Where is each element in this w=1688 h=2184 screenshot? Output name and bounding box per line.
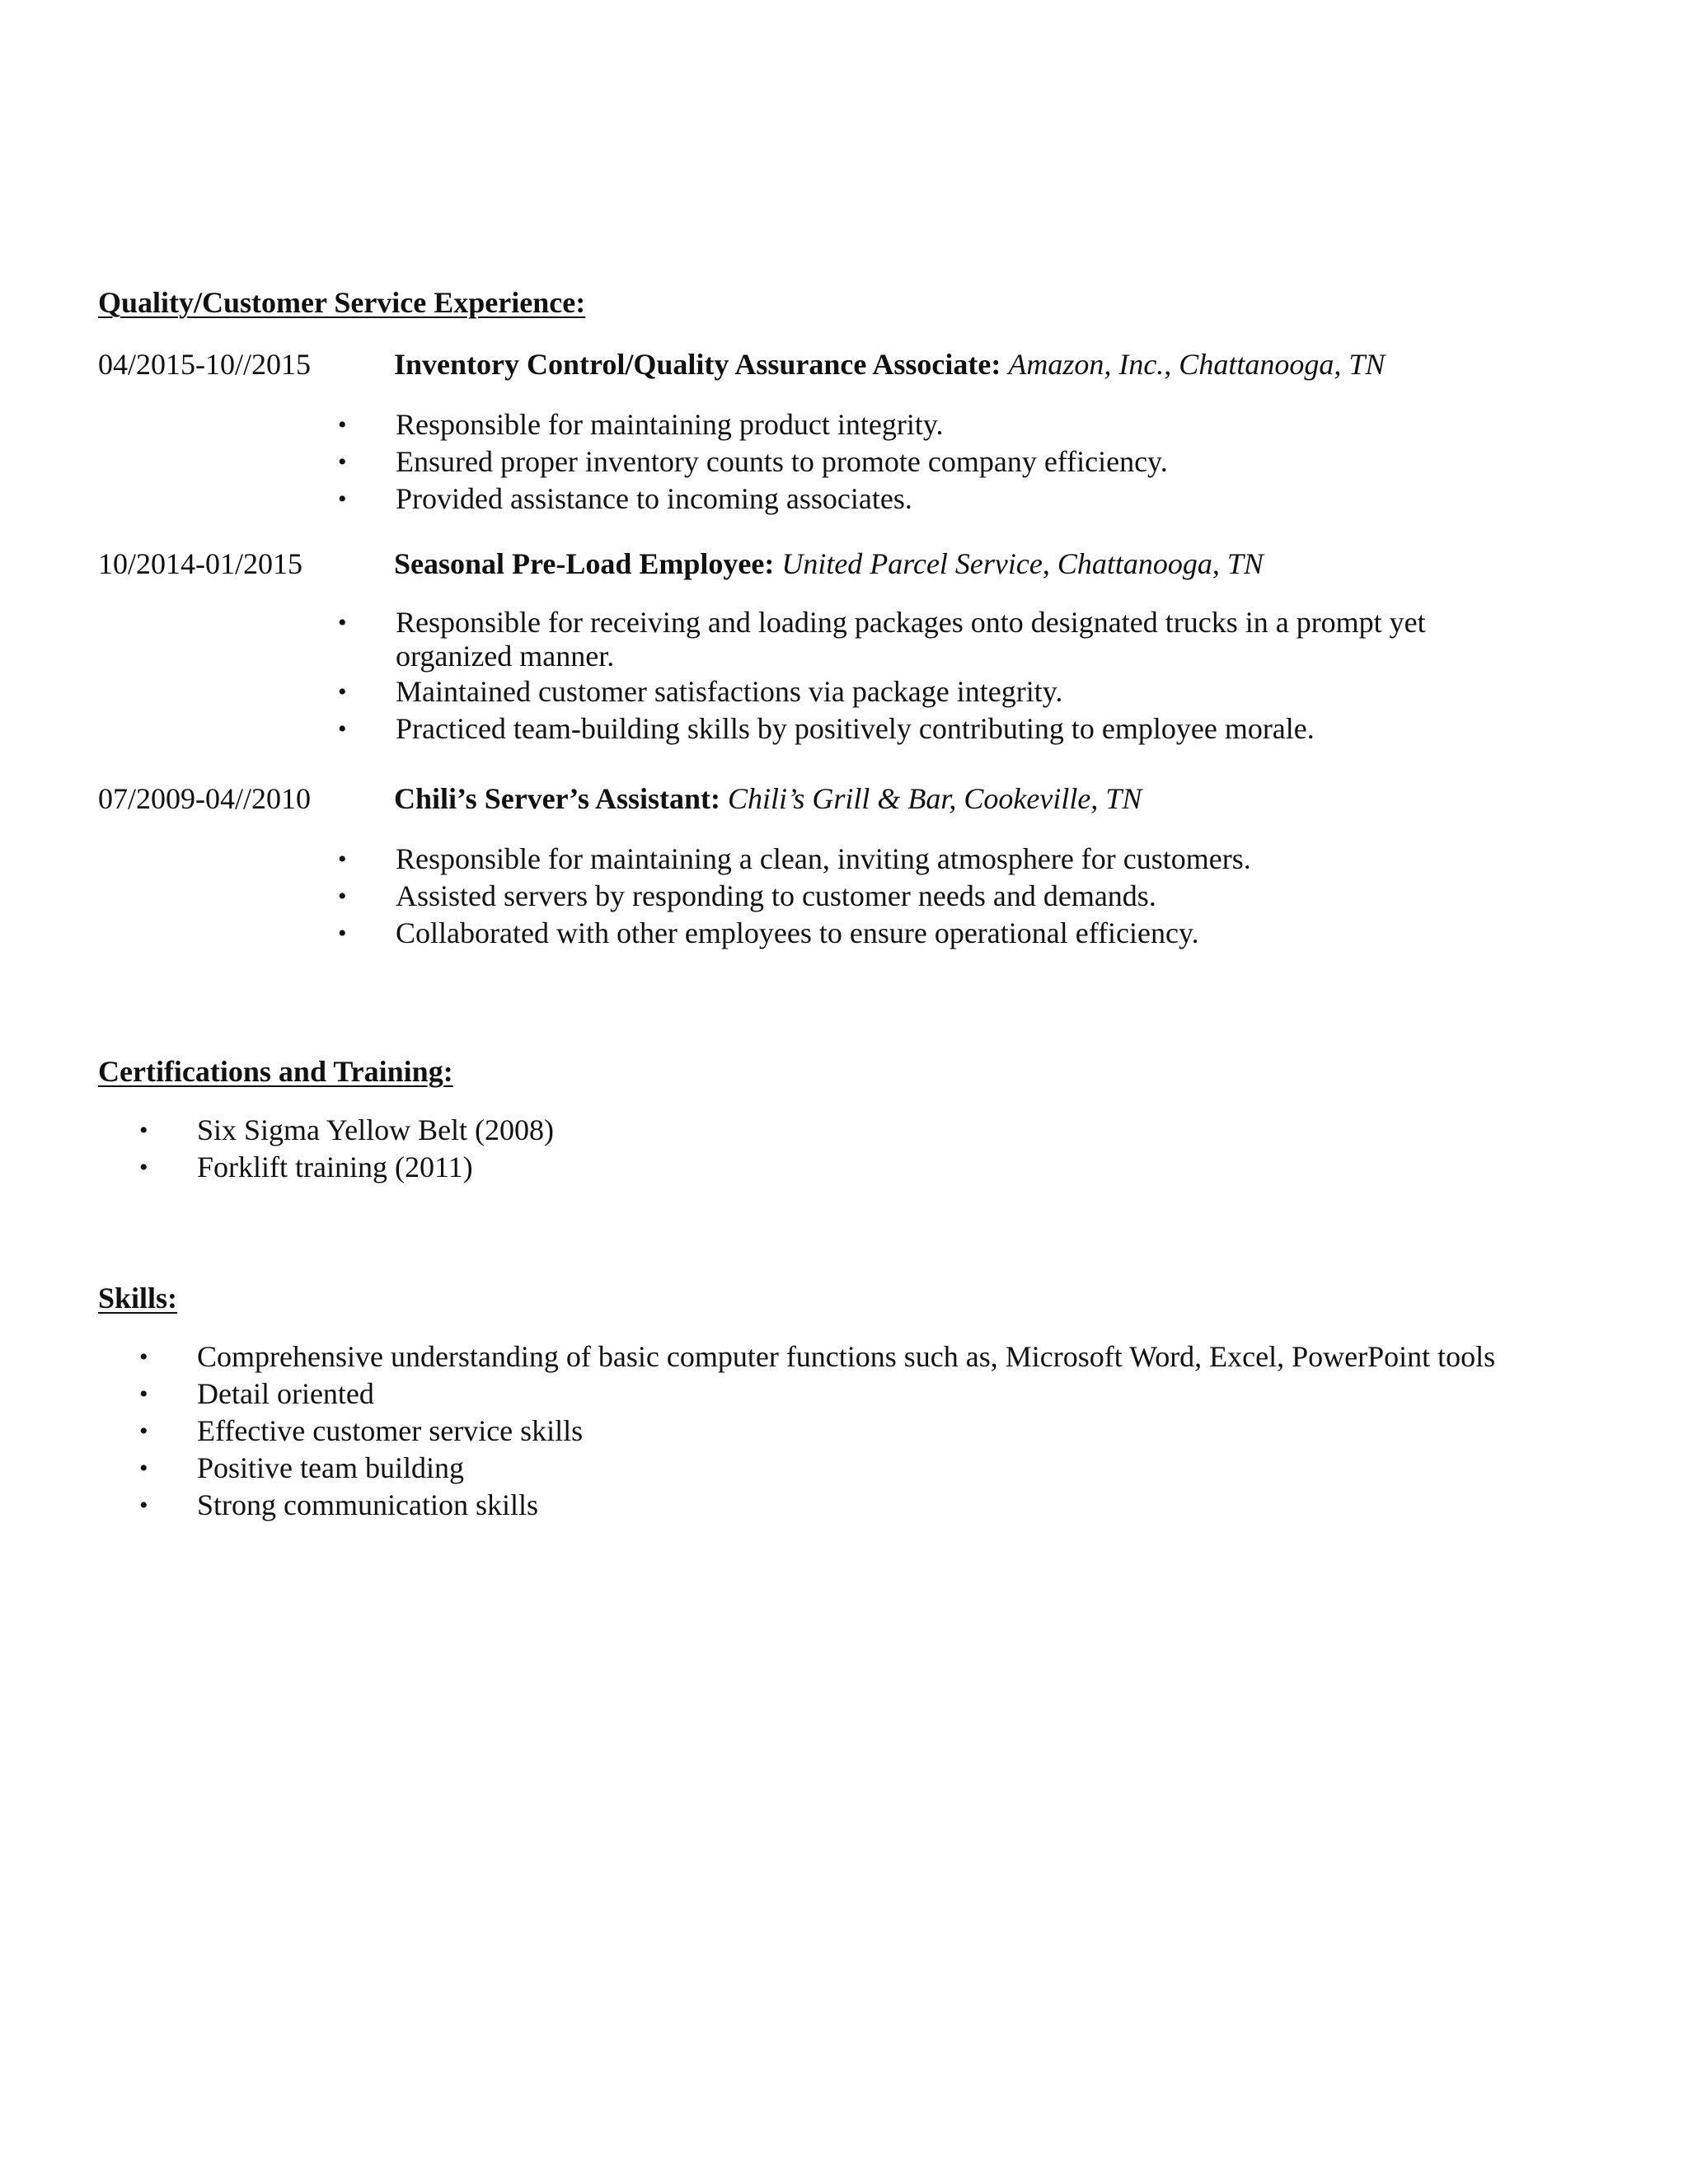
bullet-icon: •: [139, 1380, 148, 1408]
job-entry: [98, 346, 1565, 386]
list-item-text: Detail oriented: [197, 1377, 374, 1410]
bullet-icon: •: [139, 1117, 148, 1144]
job-entry: [98, 546, 1565, 585]
list-item: [297, 406, 1550, 443]
certifications-list: [98, 1112, 1582, 1186]
list-item: [98, 1450, 1582, 1487]
bullet-icon: •: [139, 1343, 148, 1371]
job-date: 07/2009-04//2010: [98, 782, 311, 815]
list-item-text: Provided assistance to incoming associates.: [396, 482, 912, 515]
job-header: [98, 780, 1565, 820]
list-item-text: Responsible for maintaining a clean, inviting atmosphere for customers.: [396, 842, 1251, 875]
job-bullet-list: [297, 841, 1550, 952]
list-item: [98, 1487, 1582, 1524]
list-item-text: Maintained customer satisfactions via package integrity.: [396, 675, 1063, 708]
list-item: [297, 480, 1550, 518]
bullet-icon: •: [139, 1492, 148, 1519]
list-item-text: Positive team building: [197, 1451, 464, 1484]
job-date: 04/2015-10//2015: [98, 348, 311, 381]
job-title: Inventory Control/Quality Assurance Associate:: [394, 348, 1001, 381]
job-header: [98, 346, 1565, 386]
job-title-line: [394, 780, 1142, 818]
bullet-icon: •: [338, 485, 347, 513]
job-title-line: [394, 546, 1264, 583]
bullet-icon: •: [338, 678, 347, 705]
list-item: [98, 1413, 1582, 1450]
list-item: [98, 1376, 1582, 1413]
list-item: [297, 878, 1550, 915]
list-item-text: Strong communication skills: [197, 1488, 538, 1521]
bullet-icon: •: [338, 883, 347, 910]
bullet-icon: •: [338, 448, 347, 476]
bullet-icon: •: [139, 1154, 148, 1181]
experience-heading: Quality/Customer Service Experience:: [98, 286, 586, 319]
job-header: [98, 546, 1565, 585]
bullet-icon: •: [338, 609, 347, 636]
list-item-text: Practiced team-building skills by positively contributing to employee morale.: [396, 712, 1315, 745]
job-title-line: [394, 346, 1385, 383]
list-item-text: Assisted servers by responding to customer needs and demands.: [396, 879, 1156, 912]
list-item: [98, 1338, 1582, 1376]
list-item-text: Effective customer service skills: [197, 1414, 584, 1447]
job-employer: Chili’s Grill & Bar, Cookeville, TN: [727, 782, 1142, 815]
skills-list: [98, 1338, 1582, 1524]
list-item: [98, 1149, 1582, 1186]
skills-heading: Skills:: [98, 1282, 178, 1315]
certifications-heading: Certifications and Training:: [98, 1055, 453, 1088]
list-item: [297, 841, 1550, 878]
bullet-icon: •: [338, 920, 347, 947]
bullet-icon: •: [139, 1418, 148, 1445]
list-item-text: Comprehensive understanding of basic computer functions such as, Microsoft Word, Excel, PowerPoint tools: [197, 1340, 1496, 1373]
job-employer: Amazon, Inc., Chattanooga, TN: [1008, 348, 1386, 381]
list-item: [297, 673, 1533, 710]
bullet-icon: •: [139, 1455, 148, 1482]
bullet-icon: •: [338, 846, 347, 873]
list-item: [297, 443, 1550, 480]
bullet-icon: •: [338, 715, 347, 743]
list-item-text: Collaborated with other employees to ensure operational efficiency.: [396, 916, 1199, 949]
job-employer: United Parcel Service, Chattanooga, TN: [781, 547, 1264, 580]
bullet-icon: •: [338, 411, 347, 438]
job-bullet-list: [297, 606, 1533, 748]
list-item-text: Ensured proper inventory counts to promote company efficiency.: [396, 445, 1168, 478]
job-title: Seasonal Pre-Load Employee:: [394, 547, 775, 580]
list-item-text: Forklift training (2011): [197, 1151, 473, 1183]
list-item-text: Responsible for maintaining product integrity.: [396, 408, 944, 441]
list-item: [297, 606, 1533, 673]
list-item: [297, 710, 1533, 748]
job-date: 10/2014-01/2015: [98, 547, 302, 580]
job-entry: [98, 780, 1565, 820]
list-item: [98, 1112, 1582, 1149]
list-item-text: Six Sigma Yellow Belt (2008): [197, 1113, 555, 1146]
job-title: Chili’s Server’s Assistant:: [394, 782, 720, 815]
list-item: [297, 915, 1550, 952]
job-bullet-list: [297, 406, 1550, 518]
list-item-text: Responsible for receiving and loading packages onto designated trucks in a prompt yet organized manner.: [396, 606, 1426, 673]
